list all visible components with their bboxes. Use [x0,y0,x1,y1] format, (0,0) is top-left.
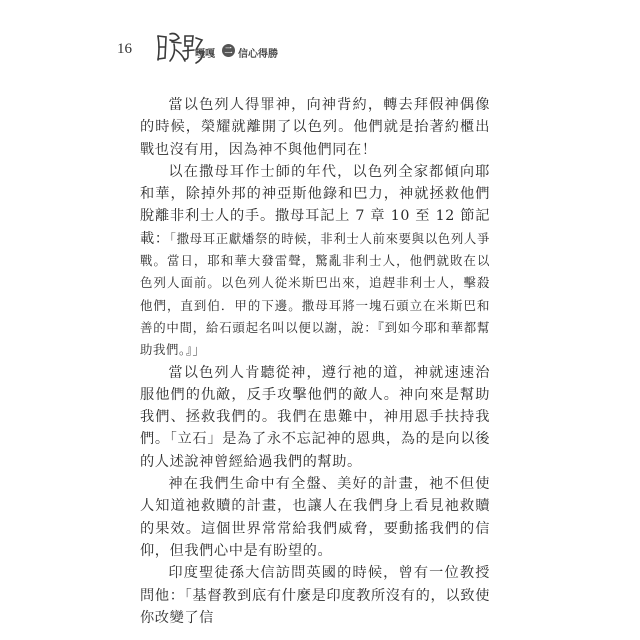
section-marker-icon [222,44,235,57]
section-marker-label: 二 [224,46,233,55]
paragraph-2 [140,161,490,362]
paragraph-3: 當以色列人肯聽從神，遵行祂的道，神就速速治服他們的仇敵，反手攻擊他們的敵人。神向來是幫助我們、拯救我們的。我們在患難中，神用恩手扶持我們。「立石」是為了永不忘記神的恩典，為的是向以後的人述說神曾經給過我們的幫助。 [140,364,490,470]
paragraph-5: 印度聖徒孫大信訪問英國的時候，曾有一位教授問他：「基督教到底有什麼是印度教所沒有的，以致使你改變了信 [140,565,490,626]
body-text [140,94,490,626]
paragraph-1: 當以色列人得罪神，向神背約，轉去拜假神偶像的時候，榮耀就離開了以色列。他們就是抬著約櫃出戰也沒有用，因為神不與他們同在！ [140,97,490,158]
series-tag: 嘎嘎 [195,49,215,60]
paragraph-2-intro: 以在撒母耳作士師的年代，以色列全家都傾向耶和華，除掉外邦的神亞斯他錄和巴力，神就拯救他們脫離非利士人的手。撒母耳記上 7 章 10 至 12 節記載： [140,163,490,247]
section-title: 信心得勝 [238,49,278,60]
paragraph-4: 神在我們生命中有全盤、美好的計畫，祂不但使人知道祂救贖的計畫，也讓人在我們身上看見祂救贖的果效。這個世界常常給我們威脅，要動搖我們的信仰，但我們心中是有盼望的。 [140,476,490,559]
scripture-quote: 「撒母耳正獻燔祭的時候，非利士人前來要與以色列人爭戰。當日，耶和華大發雷聲，驚亂非利士人，他們就敗在以色列人面前。以色列人從米斯巴出來，追趕非利士人，擊殺他們，直到伯．甲的下邊。撒母耳將一塊石頭立在米斯巴和善的中間，給石頭起名叫以便以謝，說：『到如今耶和華都幫助我們。』」 [140,230,490,358]
page-number: 16 [117,41,132,57]
